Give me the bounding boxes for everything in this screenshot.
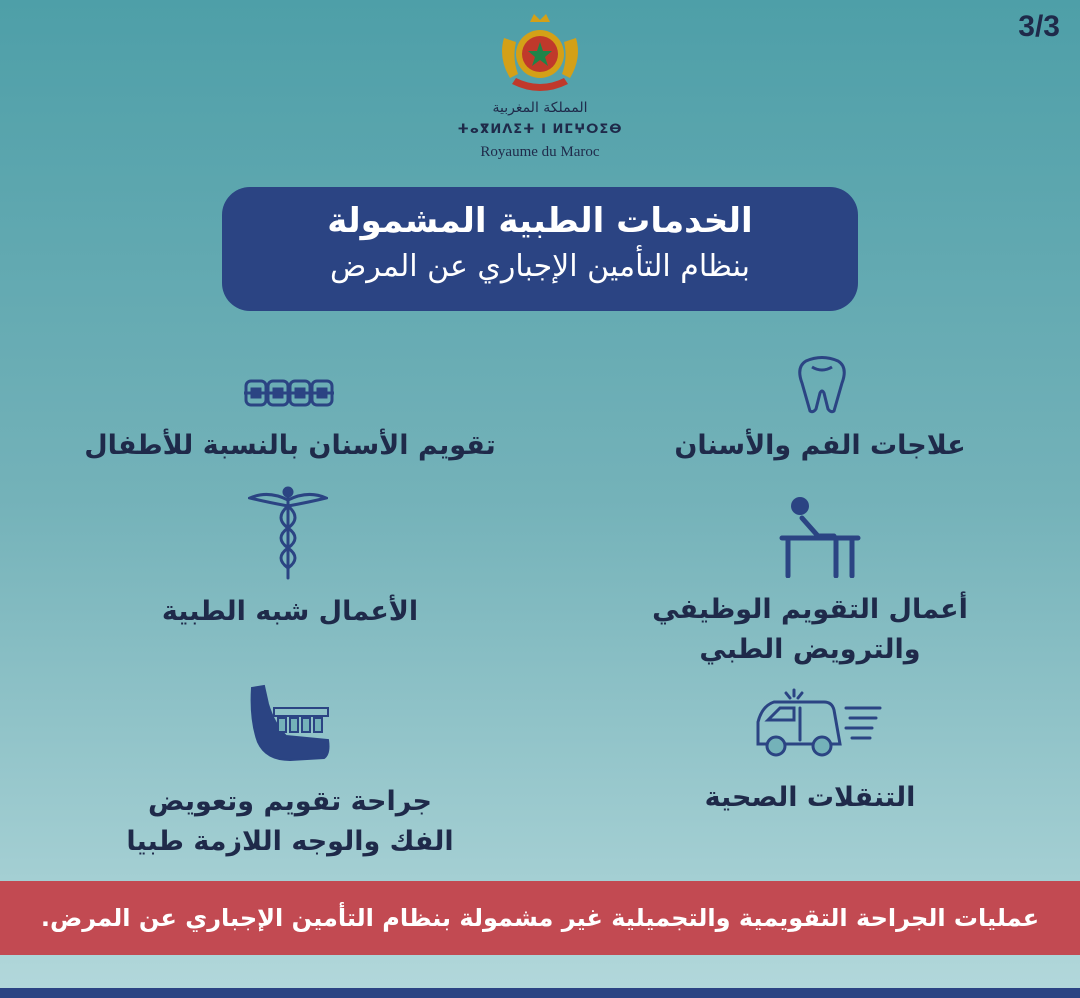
title-banner: [222, 187, 858, 311]
service-label-physiotherapy-line-1: أعمال التقويم الوظيفي: [652, 594, 968, 625]
service-label-jaw-surgery: [100, 782, 480, 862]
kingdom-name-tifinagh: ⵜⴰⴳⵍⴷⵉⵜ ⵏ ⵍⵎⵖⵔⵉⴱ: [457, 122, 623, 137]
kingdom-name-french: Royaume du Maroc: [480, 144, 600, 160]
jaw-icon: [244, 684, 334, 764]
page-subtitle: بنظام التأمين الإجباري عن المرض: [329, 249, 751, 284]
service-label-paramedical: الأعمال شبه الطبية: [161, 596, 419, 627]
service-label-dental-care: علاجات الفم والأسنان: [674, 430, 966, 461]
caduceus-icon: [248, 486, 328, 580]
service-label-medical-transport: التنقلات الصحية: [704, 782, 916, 813]
service-label-child-orthodontics: تقويم الأسنان بالنسبة للأطفال: [84, 430, 496, 461]
page-counter: 3/3: [1018, 10, 1060, 43]
tooth-icon: [792, 355, 852, 415]
service-label-jaw-surgery-line-2: الفك والوجه اللازمة طبيا: [126, 826, 454, 857]
exclusion-notice: عمليات الجراحة التقويمية والتجميلية غير مشمولة بنظام التأمين الإجباري عن المرض.: [0, 881, 1080, 955]
kingdom-name-arabic: المملكة المغربية: [492, 100, 588, 116]
service-label-physiotherapy-line-2: والترويض الطبي: [699, 634, 921, 665]
service-label-physiotherapy: [640, 590, 980, 670]
morocco-coat-of-arms-icon: [490, 8, 590, 98]
dental-braces-icon: [244, 376, 334, 410]
bottom-strip: [0, 988, 1080, 998]
physiotherapy-icon: [778, 492, 862, 578]
page-title: الخدمات الطبية المشمولة: [327, 201, 753, 241]
service-label-jaw-surgery-line-1: جراحة تقويم وتعويض: [147, 786, 432, 817]
ambulance-icon: [754, 688, 884, 760]
